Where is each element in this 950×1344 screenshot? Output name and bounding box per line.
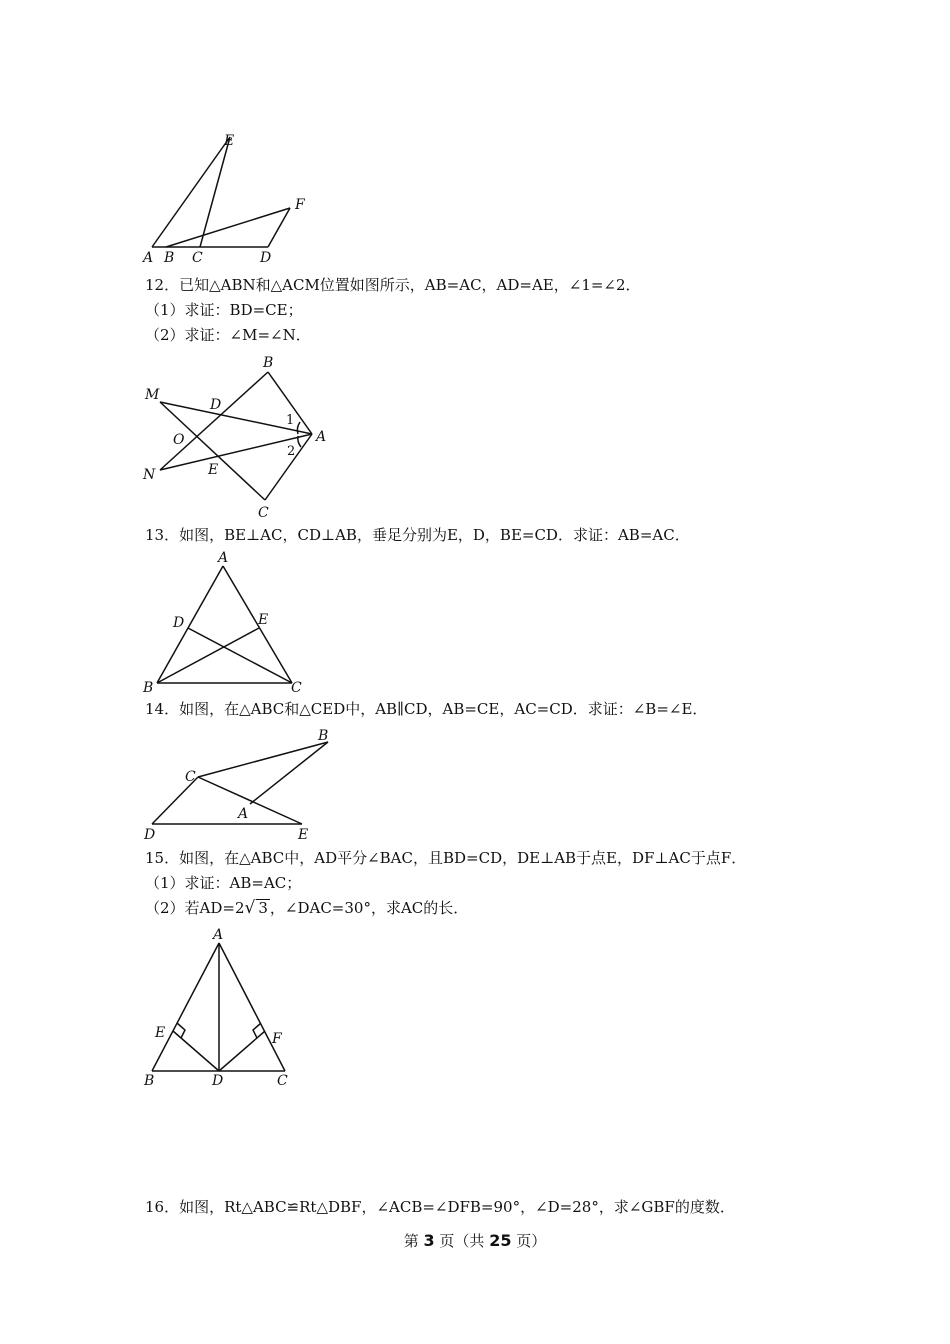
label-B: B (263, 355, 274, 371)
label-A: A (218, 550, 229, 566)
label-E: E (155, 1025, 166, 1041)
footer-pre: 第 (403, 1232, 424, 1250)
label-A: A (238, 806, 249, 822)
label-angle-1: 1 (286, 413, 295, 428)
label-B: B (318, 728, 329, 744)
label-D: D (260, 250, 272, 266)
footer-total-pages: 25 (489, 1231, 512, 1250)
label-B: B (144, 1073, 155, 1089)
label-B: B (164, 250, 175, 266)
label-D: D (173, 615, 185, 631)
label-E: E (208, 462, 219, 478)
label-A: A (143, 250, 154, 266)
q16-stem: 16．如图，Rt△ABC≌Rt△DBF，∠ACB=∠DFB=90°，∠D=28°，求∠GBF的度数． (145, 1198, 735, 1216)
label-C: C (291, 680, 302, 696)
figure-q14 (140, 722, 340, 847)
label-F: F (295, 197, 305, 213)
footer-post: 页） (511, 1232, 547, 1250)
footer-page-number: 3 (423, 1231, 435, 1250)
q15-part2-post: ，∠DAC=30°，求AC的长． (269, 899, 469, 917)
label-C: C (277, 1073, 288, 1089)
label-E: E (298, 827, 309, 843)
page-footer (0, 1230, 950, 1251)
q12-stem: 12．已知△ABN和△ACM位置如图所示，AB=AC，AD=AE，∠1=∠2． (145, 276, 641, 294)
q15-part1: （1）求证：AB=AC； (145, 874, 302, 892)
label-C: C (185, 769, 196, 785)
label-A: A (213, 927, 224, 943)
sqrt-sign-icon: √ (244, 898, 256, 918)
q15-part2 (145, 898, 468, 918)
q12-part2: （2）求证：∠M=∠N． (145, 326, 311, 344)
label-D: D (144, 827, 156, 843)
label-C: C (192, 250, 203, 266)
label-E: E (224, 133, 235, 149)
figure-q13 (140, 548, 320, 698)
label-M: M (145, 387, 160, 403)
label-C: C (258, 505, 269, 521)
label-O: O (173, 432, 185, 448)
q13-stem: 13．如图，BE⊥AC，CD⊥AB，垂足分别为E，D，BE=CD．求证：AB=AC． (145, 526, 690, 544)
label-N: N (143, 467, 156, 483)
figure-q11 (140, 128, 320, 268)
q14-stem: 14．如图，在△ABC和△CED中，AB∥CD，AB=CE，AC=CD．求证：∠B=∠E． (145, 700, 708, 718)
q15-stem: 15．如图，在△ABC中，AD平分∠BAC，且BD=CD，DE⊥AB于点E，DF⊥AC于点F． (145, 849, 747, 867)
q15-part2-pre: （2）若AD=2 (145, 899, 245, 917)
label-A: A (316, 429, 327, 445)
label-angle-2: 2 (287, 444, 296, 459)
label-F: F (272, 1031, 282, 1047)
q12-part1: （1）求证：BD=CE； (145, 301, 303, 319)
footer-mid: 页（共 (434, 1232, 490, 1250)
label-D: D (210, 397, 222, 413)
label-B: B (143, 680, 154, 696)
label-E: E (258, 612, 269, 628)
figure-q12 (140, 352, 340, 522)
figure-q15 (140, 925, 310, 1095)
label-D: D (212, 1073, 224, 1089)
q15-part2-sqrt: 3 (258, 899, 268, 917)
